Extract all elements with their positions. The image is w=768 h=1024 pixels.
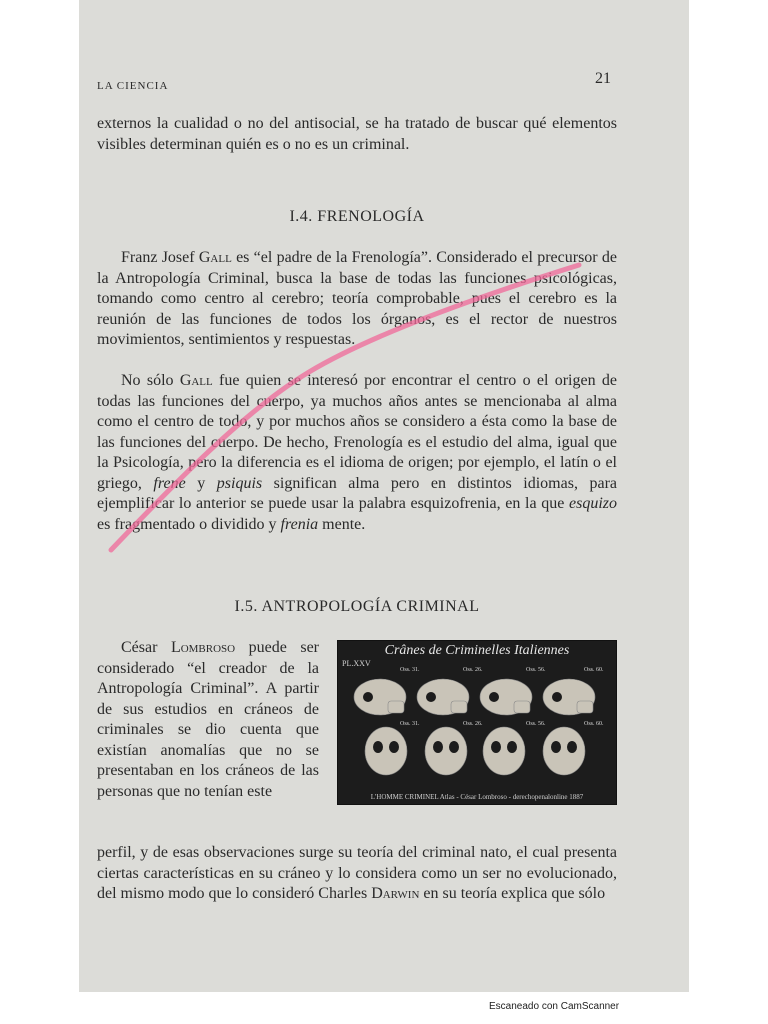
- page-content: [97, 0, 689, 992]
- label-bottom-2: Oss. 26.: [463, 721, 483, 727]
- frenologia-paragraph-2: [97, 371, 617, 535]
- label-bottom-1: Oss. 31.: [400, 721, 420, 727]
- label-top-3: Oss. 56.: [526, 667, 546, 673]
- frenologia-paragraph-1: [97, 248, 617, 351]
- text-run: fue quien se interesó por encontrar el centro o el origen de todas las funciones del cuerpo, ya muchos años antes se mencionaba al alma como el centro de todo, y por muchos años se considero a ésta como la base de las funciones del cuerpo. De hecho, Frenología es el estudio del alma, igual que la Psicología, pero la diferencia es el idioma de origen; por ejemplo, el latín o el griego,: [97, 372, 617, 492]
- label-bottom-4: Oss. 60.: [584, 721, 604, 727]
- term-psiquis: psiquis: [216, 474, 263, 492]
- text-run: puede ser considerado “el creador de la Antropología Criminal”. A partir de sus estudios en cráneos de criminales se dio cuenta que existían anomalías que no se presentaban en los cráneos de las personas que no tenían este: [97, 639, 319, 800]
- text-run: mente.: [318, 515, 366, 533]
- figure-caption: L'HOMME CRIMINEL Atlas - César Lombroso - derechopenalonline 1887: [370, 793, 584, 801]
- name-lombroso: Lombroso: [170, 639, 236, 656]
- label-top-1: Oss. 31.: [400, 667, 420, 673]
- skull-profile-1: [354, 679, 406, 715]
- lombroso-paragraph-column: [97, 638, 319, 802]
- text-run: y: [185, 474, 217, 492]
- text-run: Franz Josef: [121, 249, 199, 266]
- text-run: es fragmentado o dividido y: [97, 515, 281, 533]
- term-esquizo: esquizo: [569, 495, 617, 512]
- page-number: 21: [595, 70, 611, 87]
- scanner-watermark: Escaneado con CamScanner: [489, 1001, 620, 1012]
- label-bottom-3: Oss. 56.: [526, 721, 546, 727]
- name-gall: Gall: [198, 249, 232, 266]
- text-run: perfil, y de esas observaciones surge su teoría del criminal nato, el cual presenta ciertas características en su cráneo y lo considera como un ser no evolucionado, del mismo modo que lo consideró Charles: [97, 844, 617, 902]
- name-gall: Gall: [179, 372, 213, 389]
- skull-front-1: [365, 727, 407, 775]
- skull-front-4: [543, 727, 585, 775]
- skull-front-2: [425, 727, 467, 775]
- name-darwin: Darwin: [371, 885, 420, 902]
- label-top-2: Oss. 26.: [463, 667, 483, 673]
- intro-paragraph: externos la cualidad o no del antisocial, se ha tratado de buscar qué elementos visibles determinan quién es o no es un criminal.: [97, 115, 617, 153]
- text-run: No sólo: [121, 372, 180, 389]
- text-run: es “el padre de la Frenología”. Considerado el precursor de la Antropología Criminal, busca la base de todas las funciones psicológicas, tomando como centro al cerebro; teoría comprobable, pues el cerebro es la reunión de las funciones de todos los órganos, es el rector de nuestros movimientos, sentimientos y respuestas.: [97, 249, 618, 348]
- section-heading-frenologia: I.4. FRENOLOGÍA: [289, 208, 425, 225]
- text-run: significan alma pero en distintos idiomas, para ejemplificar lo anterior se puede usar la palabra esquizofrenia, en la que: [97, 474, 618, 512]
- scanned-page: [79, 0, 689, 992]
- label-top-4: Oss. 60.: [584, 667, 604, 673]
- figure-title: Crânes de Criminelles Italiennes: [384, 643, 570, 658]
- skulls-illustration: [338, 661, 616, 789]
- term-frenia: frenia: [280, 515, 319, 533]
- skull-front-3: [483, 727, 525, 775]
- text-run: César: [121, 639, 171, 656]
- skulls-figure: [337, 640, 617, 805]
- figure-plate-number: PL.XXV: [342, 659, 371, 668]
- skull-profile-3: [480, 679, 532, 715]
- lombroso-paragraph-full: [97, 843, 617, 905]
- term-frene: frene: [153, 474, 186, 492]
- running-head: LA CIENCIA: [97, 80, 169, 92]
- skull-profile-2: [417, 679, 469, 715]
- skull-profile-4: [543, 679, 595, 715]
- text-run: en su teoría explica que sólo: [419, 885, 606, 902]
- section-heading-antropologia: I.5. ANTROPOLOGÍA CRIMINAL: [234, 598, 480, 615]
